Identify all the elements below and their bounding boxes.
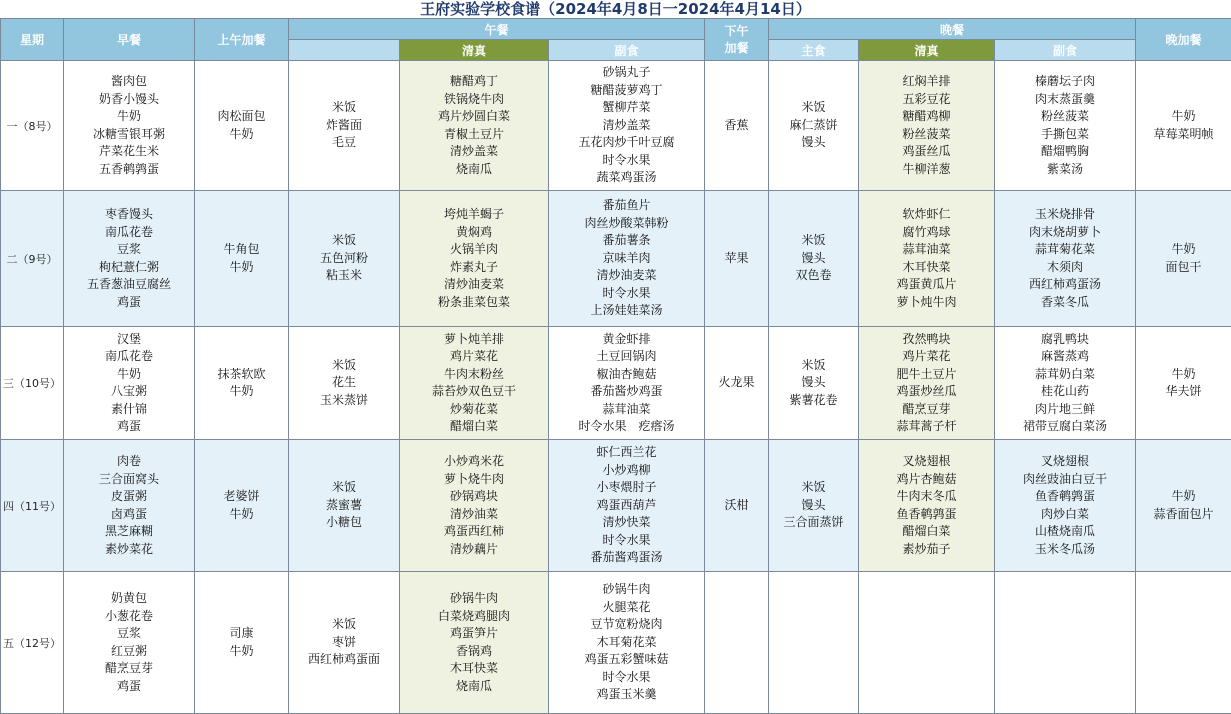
menu-item: 牛奶 <box>1171 242 1196 256</box>
menu-item: 手撕包菜 <box>1041 126 1090 141</box>
cell-afternoon-snack <box>705 440 769 572</box>
menu-item: 醋烹豆芽 <box>902 401 951 416</box>
menu-item: 玉米冬瓜汤 <box>1035 541 1096 556</box>
menu-item: 鸡蛋 <box>116 678 141 693</box>
menu-item: 馒头 <box>801 497 826 512</box>
header-afternoon-snack: 下午 加餐 <box>705 19 769 61</box>
menu-item: 时令水果 <box>602 532 651 547</box>
cell-dinner-halal <box>859 61 995 191</box>
header-lunch: 午餐 <box>289 19 705 40</box>
cell-lunch-staple <box>289 191 400 327</box>
day-label: 三（10号） <box>1 327 64 440</box>
menu-item: 火腿菜花 <box>602 599 651 614</box>
cell-morning-snack <box>195 440 289 572</box>
cell-night-snack <box>1136 327 1231 440</box>
menu-item: 糖醋菠萝鸡丁 <box>590 82 663 97</box>
menu-item: 米饭 <box>331 357 356 372</box>
menu-item: 砂锅牛肉 <box>449 591 498 605</box>
menu-item: 豆浆 <box>116 242 141 256</box>
menu-item: 蒸蜜薯 <box>325 497 362 512</box>
menu-item: 糖醋鸡柳 <box>902 109 951 123</box>
menu-item: 肉末蒸蛋羹 <box>1035 91 1096 106</box>
menu-item: 紫菜汤 <box>1047 161 1084 176</box>
menu-item: 小炒鸡米花 <box>443 454 504 468</box>
menu-item: 牛柳洋葱 <box>902 161 951 176</box>
menu-item: 蒜茸油菜 <box>602 401 651 416</box>
menu-item: 清炒油麦菜 <box>443 277 504 291</box>
cell-breakfast <box>64 61 195 191</box>
menu-item: 火龙果 <box>718 375 755 390</box>
menu-item: 鸡片菜花 <box>902 349 951 363</box>
menu-item: 榛蘑坛子肉 <box>1035 74 1096 88</box>
menu-item: 虾仁西兰花 <box>596 445 657 460</box>
menu-item: 香蕉 <box>724 117 749 132</box>
menu-item: 垮炖羊蝎子 <box>443 207 504 221</box>
day-row <box>1 572 1231 714</box>
header-breakfast: 早餐 <box>64 19 195 61</box>
menu-item: 汉堡 <box>116 331 141 346</box>
menu-item: 米饭 <box>331 233 356 248</box>
menu-item: 砂锅丸子 <box>602 65 651 80</box>
menu-item: 肉卷 <box>116 454 141 468</box>
header-dinner-halal: 清真 <box>859 40 995 61</box>
cell-dinner-side <box>995 440 1136 572</box>
menu-item: 司康 <box>229 626 254 640</box>
menu-item: 鸡蛋笋片 <box>449 626 498 640</box>
menu-item: 面包干 <box>1165 259 1202 274</box>
menu-item: 双色卷 <box>795 268 832 283</box>
menu-item: 玉米烧排骨 <box>1035 207 1096 221</box>
cell-morning-snack <box>195 61 289 191</box>
menu-item: 蒜茸油菜 <box>902 242 951 256</box>
menu-item: 枣饼 <box>331 634 356 649</box>
menu-item: 肉丝豉油白豆干 <box>1023 471 1108 486</box>
menu-item: 牛奶 <box>116 366 141 381</box>
menu-item: 鸡蛋黄瓜片 <box>896 277 957 291</box>
menu-item: 鸡蛋西葫芦 <box>596 497 657 512</box>
menu-body <box>1 61 1231 714</box>
menu-item: 鸡蛋五彩蟹味菇 <box>584 652 669 667</box>
cell-dinner-halal <box>859 327 995 440</box>
menu-item: 南瓜花卷 <box>104 349 153 363</box>
menu-item: 三合面蒸饼 <box>783 515 844 530</box>
cell-lunch-side <box>549 440 705 572</box>
menu-item: 八宝粥 <box>110 384 147 398</box>
menu-item: 醋熘白菜 <box>449 419 498 433</box>
menu-item: 馒头 <box>801 135 826 150</box>
cell-lunch-staple <box>289 327 400 440</box>
cell-night-snack <box>1136 440 1231 572</box>
cell-breakfast <box>64 440 195 572</box>
menu-item: 西红柿鸡蛋汤 <box>1029 277 1102 291</box>
cell-dinner-staple <box>769 61 859 191</box>
cell-afternoon-snack <box>705 191 769 327</box>
menu-item: 奶黄包 <box>110 591 147 605</box>
menu-item: 牛奶 <box>1171 489 1196 503</box>
menu-item: 白菜烧鸡腿肉 <box>437 608 510 623</box>
menu-item: 时令水果 疙瘩汤 <box>578 419 675 433</box>
menu-item: 火锅羊肉 <box>449 242 498 256</box>
day-label: 五（12号） <box>1 572 64 714</box>
cell-dinner-staple <box>769 440 859 572</box>
cell-lunch-side <box>549 572 705 714</box>
cell-afternoon-snack <box>705 327 769 440</box>
menu-item: 小枣煨肘子 <box>596 480 657 495</box>
header-dinner-staple: 主食 <box>769 40 859 61</box>
menu-item: 孜然鸭块 <box>902 331 951 346</box>
cell-lunch-staple <box>289 440 400 572</box>
cell-night-snack <box>1136 572 1231 714</box>
header-dinner-side: 副食 <box>995 40 1136 61</box>
menu-item: 烧南瓜 <box>455 678 492 693</box>
cell-dinner-side <box>995 191 1136 327</box>
day-label: 四（11号） <box>1 440 64 572</box>
menu-item: 醋熘鸭胸 <box>1041 144 1090 158</box>
menu-item: 米饭 <box>801 100 826 115</box>
menu-item: 毛豆 <box>331 135 356 150</box>
menu-table <box>0 18 1231 714</box>
menu-item: 腐乳鸭块 <box>1041 331 1090 346</box>
menu-item: 香菜冬瓜 <box>1041 294 1090 309</box>
menu-item: 牛奶 <box>116 109 141 123</box>
menu-item: 豆浆 <box>116 626 141 640</box>
menu-item: 软炸虾仁 <box>902 207 951 221</box>
menu-item: 素炒茄子 <box>902 541 951 556</box>
menu-item: 鸡蛋玉米羹 <box>596 687 657 702</box>
menu-item: 清炒藕片 <box>449 541 498 556</box>
header-lunch-staple <box>289 40 400 61</box>
menu-item: 红豆粥 <box>110 643 147 658</box>
cell-lunch-halal <box>400 61 549 191</box>
menu-item: 木耳菊花菜 <box>596 634 657 649</box>
cell-morning-snack <box>195 327 289 440</box>
menu-item: 蒜茸奶白菜 <box>1035 366 1096 381</box>
menu-item: 木耳快菜 <box>449 661 498 675</box>
cell-afternoon-snack <box>705 61 769 191</box>
menu-item: 牛奶 <box>229 384 254 398</box>
menu-item: 桂花山药 <box>1041 384 1090 398</box>
menu-item: 米饭 <box>801 357 826 372</box>
cell-dinner-side <box>995 327 1136 440</box>
menu-item: 清炒盖菜 <box>449 144 498 158</box>
menu-item: 山楂烧南瓜 <box>1035 524 1096 538</box>
header-lunch-halal: 清真 <box>400 40 549 61</box>
menu-item: 牛奶 <box>229 643 254 658</box>
cell-afternoon-snack <box>705 572 769 714</box>
menu-item: 萝卜炖羊排 <box>443 331 504 346</box>
menu-item: 馒头 <box>801 375 826 390</box>
menu-item: 鱼香鹌鹑蛋 <box>896 506 957 521</box>
menu-item: 三合面窝头 <box>98 471 159 486</box>
menu-item: 肉丝炒酸菜韩粉 <box>584 215 669 230</box>
cell-dinner-staple <box>769 327 859 440</box>
menu-item: 叉烧翅根 <box>1041 454 1090 468</box>
menu-item: 椒油杏鲍菇 <box>596 366 657 381</box>
menu-item: 牛奶 <box>229 506 254 521</box>
menu-item: 木耳快菜 <box>902 259 951 274</box>
menu-item: 砂锅牛肉 <box>602 582 651 597</box>
header-morning-snack: 上午加餐 <box>195 19 289 61</box>
menu-item: 鸡蛋炒丝瓜 <box>896 384 957 398</box>
menu-item: 砂锅鸡块 <box>449 489 498 503</box>
menu-item: 米饭 <box>801 233 826 248</box>
menu-item: 小炒鸡柳 <box>602 462 651 477</box>
day-label: 一（8号） <box>1 61 64 191</box>
menu-item: 醋烹豆芽 <box>104 661 153 675</box>
menu-item: 米饭 <box>331 617 356 632</box>
menu-item: 粉丝菠菜 <box>1041 109 1090 123</box>
menu-item: 蒜茸菊花菜 <box>1035 242 1096 256</box>
day-row <box>1 327 1231 440</box>
menu-item: 粉条韭菜包菜 <box>437 294 510 309</box>
menu-item: 土豆回锅肉 <box>596 349 657 363</box>
cell-dinner-staple <box>769 191 859 327</box>
menu-item: 蔬菜鸡蛋汤 <box>596 170 657 185</box>
menu-item: 京味羊肉 <box>602 250 651 265</box>
cell-breakfast <box>64 327 195 440</box>
header-weekday: 星期 <box>1 19 64 61</box>
day-row <box>1 61 1231 191</box>
menu-item: 馒头 <box>801 250 826 265</box>
menu-item: 木须肉 <box>1047 259 1084 274</box>
menu-item: 粉丝菠菜 <box>902 126 951 141</box>
menu-item: 叉烧翅根 <box>902 454 951 468</box>
cell-dinner-halal <box>859 440 995 572</box>
menu-item: 卤鸡蛋 <box>110 506 147 521</box>
menu-item: 五色河粉 <box>319 250 368 265</box>
menu-item: 枣香馒头 <box>104 207 153 221</box>
menu-item: 草莓菜明帧 <box>1153 126 1214 141</box>
menu-item: 肉末烧胡萝卜 <box>1029 224 1102 239</box>
menu-item: 牛奶 <box>1171 366 1196 381</box>
cell-night-snack <box>1136 191 1231 327</box>
menu-item: 醋熘白菜 <box>902 524 951 538</box>
menu-item: 花生 <box>331 375 356 390</box>
menu-item: 炸素丸子 <box>449 259 498 274</box>
menu-item: 五香鹌鹑蛋 <box>98 161 159 176</box>
menu-item: 粘玉米 <box>325 268 362 283</box>
menu-item: 蒜苔炒双色豆干 <box>431 384 516 398</box>
day-row <box>1 191 1231 327</box>
cell-breakfast <box>64 191 195 327</box>
menu-item: 牛肉末粉丝 <box>443 366 504 381</box>
menu-item: 清炒油麦菜 <box>596 268 657 283</box>
menu-item: 苹果 <box>724 250 749 265</box>
menu-item: 蟹柳芹菜 <box>602 100 651 115</box>
menu-item: 鸡蛋 <box>116 419 141 433</box>
menu-item: 青椒土豆片 <box>443 126 504 141</box>
menu-item: 香锅鸡 <box>455 643 492 658</box>
menu-item: 米饭 <box>331 100 356 115</box>
menu-item: 枸杞薏仁粥 <box>98 259 159 274</box>
menu-item: 清炒油菜 <box>449 506 498 521</box>
menu-item: 小葱花卷 <box>104 608 153 623</box>
cell-dinner-side <box>995 61 1136 191</box>
menu-item: 烧南瓜 <box>455 161 492 176</box>
menu-item: 素炒菜花 <box>104 541 153 556</box>
menu-item: 鸡蛋丝瓜 <box>902 144 951 158</box>
page-title: 王府实验学校食谱（2024年4月8日一2024年4月14日） <box>420 0 811 18</box>
menu-item: 牛肉末冬瓜 <box>896 489 957 503</box>
menu-item: 萝卜炖牛肉 <box>896 294 957 309</box>
menu-item: 肉片地三鲜 <box>1035 401 1096 416</box>
menu-item: 黑芝麻糊 <box>104 524 153 538</box>
menu-item: 牛奶 <box>229 126 254 141</box>
menu-item: 华夫饼 <box>1165 384 1202 398</box>
menu-item: 炒菊花菜 <box>449 401 498 416</box>
menu-item: 番茄鱼片 <box>602 198 651 213</box>
menu-item: 番茄薯条 <box>602 233 651 248</box>
menu-item: 肉炒白菜 <box>1041 506 1090 521</box>
cell-lunch-side <box>549 61 705 191</box>
menu-item: 奶香小馒头 <box>98 91 159 106</box>
cell-morning-snack <box>195 572 289 714</box>
menu-item: 牛奶 <box>229 259 254 274</box>
menu-item: 炸酱面 <box>325 117 362 132</box>
menu-item: 芹菜花生米 <box>98 144 159 158</box>
menu-item: 糖醋鸡丁 <box>449 74 498 88</box>
cell-lunch-halal <box>400 327 549 440</box>
cell-lunch-staple <box>289 61 400 191</box>
menu-item: 清炒快菜 <box>602 515 651 530</box>
cell-dinner-side <box>995 572 1136 714</box>
cell-lunch-side <box>549 191 705 327</box>
menu-item: 番茄酱炒鸡蛋 <box>590 384 663 398</box>
menu-item: 肉松面包 <box>217 109 266 123</box>
menu-item: 时令水果 <box>602 285 651 300</box>
menu-item: 五花肉炒千叶豆腐 <box>578 135 675 150</box>
menu-item: 米饭 <box>801 480 826 495</box>
menu-item: 铁锅烧牛肉 <box>443 91 504 106</box>
header-dinner: 晚餐 <box>769 19 1136 40</box>
menu-item: 老婆饼 <box>223 489 260 503</box>
header-lunch-side: 副食 <box>549 40 705 61</box>
menu-item: 素什锦 <box>110 401 147 416</box>
menu-item: 蒜香面包片 <box>1153 506 1214 521</box>
menu-item: 鸡蛋西红柿 <box>443 524 504 538</box>
menu-item: 五彩豆花 <box>902 91 951 106</box>
menu-item: 紫薯花卷 <box>789 392 838 407</box>
cell-lunch-halal <box>400 440 549 572</box>
cell-dinner-halal <box>859 572 995 714</box>
menu-item: 鸡片杏鲍菇 <box>896 471 957 486</box>
menu-item: 麻仁蒸饼 <box>789 117 838 132</box>
menu-item: 南瓜花卷 <box>104 224 153 239</box>
menu-item: 鱼香鹌鹑蛋 <box>1035 489 1096 503</box>
menu-item: 时令水果 <box>602 669 651 684</box>
menu-item: 小糖包 <box>325 515 362 530</box>
menu-item: 西红柿鸡蛋面 <box>307 652 380 667</box>
menu-item: 豆节宽粉烧肉 <box>590 617 663 632</box>
day-label: 二（9号） <box>1 191 64 327</box>
menu-item: 米饭 <box>331 480 356 495</box>
menu-item: 皮蛋粥 <box>110 489 147 503</box>
menu-item: 时令水果 <box>602 152 651 167</box>
menu-item: 番茄酱鸡蛋汤 <box>590 550 663 565</box>
day-row <box>1 440 1231 572</box>
menu-item: 麻酱蒸鸡 <box>1041 349 1090 363</box>
menu-item: 五香葱油豆腐丝 <box>86 277 171 291</box>
menu-item: 玉米蒸饼 <box>319 392 368 407</box>
menu-item: 抹茶软欧 <box>217 366 266 381</box>
menu-item: 酱肉包 <box>110 74 147 88</box>
cell-morning-snack <box>195 191 289 327</box>
cell-breakfast <box>64 572 195 714</box>
menu-item: 裙带豆腐白菜汤 <box>1023 419 1108 433</box>
menu-item: 上汤娃娃菜汤 <box>590 303 663 318</box>
menu-item: 牛奶 <box>1171 109 1196 123</box>
cell-lunch-staple <box>289 572 400 714</box>
menu-item: 牛角包 <box>223 242 260 256</box>
menu-item: 冰糖雪银耳粥 <box>92 126 165 141</box>
cell-lunch-halal <box>400 191 549 327</box>
menu-item: 肥牛土豆片 <box>896 366 957 381</box>
menu-item: 黄焖鸡 <box>455 224 492 239</box>
menu-item: 萝卜烧牛肉 <box>443 471 504 486</box>
cell-dinner-halal <box>859 191 995 327</box>
menu-item: 黄金虾排 <box>602 331 651 346</box>
menu-item: 蒜茸蒿子杆 <box>896 419 957 433</box>
menu-item: 清炒盖菜 <box>602 117 651 132</box>
cell-night-snack <box>1136 61 1231 191</box>
menu-item: 鸡片炒圆白菜 <box>437 109 510 123</box>
header-night-snack: 晚加餐 <box>1136 19 1231 61</box>
cell-lunch-side <box>549 327 705 440</box>
menu-item: 红焖羊排 <box>902 74 951 88</box>
menu-item: 腐竹鸡球 <box>902 224 951 239</box>
menu-item: 沃柑 <box>724 497 749 512</box>
menu-item: 鸡片菜花 <box>449 349 498 363</box>
menu-item: 鸡蛋 <box>116 294 141 309</box>
cell-lunch-halal <box>400 572 549 714</box>
cell-dinner-staple <box>769 572 859 714</box>
